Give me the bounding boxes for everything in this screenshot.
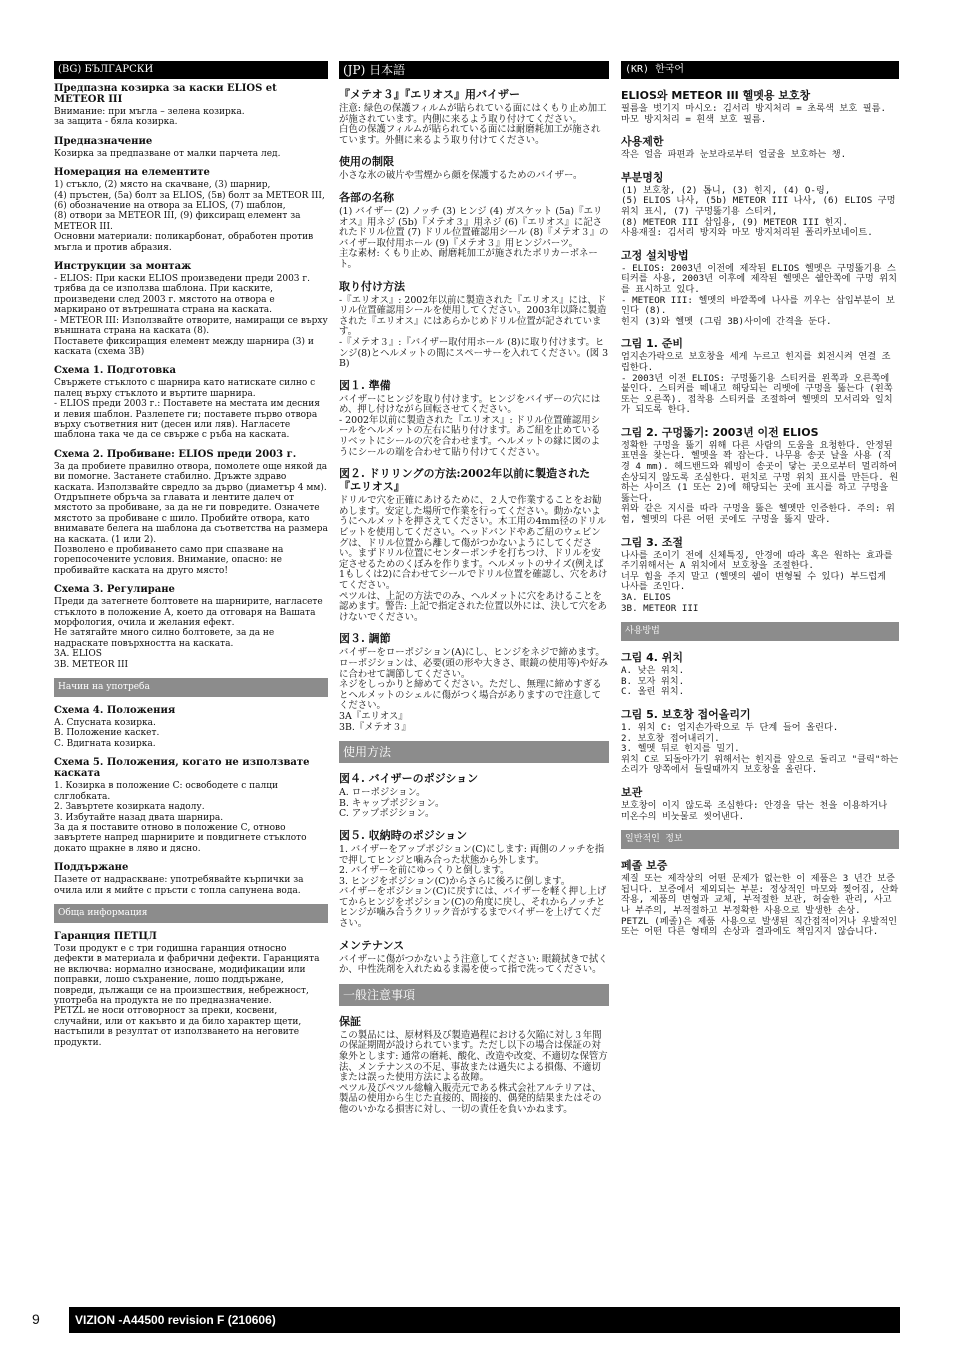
text-bg-care: Пазете от надраскване: употребявайте кърпички за очила или я мийте с пръсти с топла сапунена вода. (54, 875, 304, 896)
heading-kr-f2: 그림 2. 구멍뚫기: 2003년 이전 ELIOS (621, 425, 819, 439)
heading-bg-s3: Схема 3. Регулиране (54, 584, 175, 596)
page-number: 9 (32, 1311, 40, 1327)
heading-jp-install: 取り付け方法 (339, 279, 405, 293)
subbar-bg-usage: Начин на употреба (54, 678, 328, 697)
text-kr-f4: A. 낮은 위치. B. 모자 위치. C. 올린 위치. (621, 665, 685, 698)
text-kr-warranty: 제질 또는 제작상의 어떤 문제가 없는한 이 제품은 3 년간 보증됩니다. 보증에서 제외되는 부분: 정상적인 마모와 찢어짐, 산화작용, 제품의 변형과 교체, 부적절한 보관, 허술한 관리, 사고나 부주의, 부적절하고 부정확한 사용으로 발생한 손상. PETZL (페졸)은 제품 사용으로 발생된 직간접적이거나 우발적인 또는 어떤 다른 형태의 손상과 결과에도 책임지지 않습니다. (621, 873, 899, 938)
text-bg-install: - ELIOS: При каски ELIOS произведени преди 2003 г. трябва да се използва шаблона. При каските, произведени след 2003 г. мястото на отвора е маркирано от вътрешната страна на каската. - METEOR III: Използвайте отворите, намиращи се върху външната страна на каската (8). Поставете фиксиращия елемент между шарнира (3) и каската (схема 3В) (54, 274, 328, 357)
title-jp: 『メテオ３』『エリオス』用バイザー (339, 88, 521, 101)
heading-bg-purpose: Предназначение (54, 135, 153, 147)
text-kr-f2: 정확한 구멍을 뚫기 위해 다른 사람의 도움을 요청한다. 안정된 표면을 찾는다. 헬멧을 꽉 잡는다. 나무용 송곳 날을 사용 (직경 4 mm). 헤드밴드와 웨빙이 송곳이 닿는 곳으로부터 멀리하여 손상되지 않도록 조심한다. 펀치로 구멍 위치 표시를 만든다. 원하는 사이즈 (1 또는 2)에 해당되는 곳에 표시를 하고 구멍을 뚫는다. 위와 같은 지시를 따라 구멍을 뚫은 헬멧만 인증한다. 주의: 위험, 헬멧의 다른 어떤 곳에도 구멍을 뚫지 말라. (621, 439, 899, 526)
column-japanese (339, 61, 609, 1116)
text-jp-f5: 1. バイザーをアップポジション(C)にします: 両側のノッチを指で押してヒンジと噛み合った状態から外します。 2. バイザーを前にゆっくりと倒します。 3. ヒンジをポジション(C)からさらに後ろに倒します。 バイザーをポジション(C)に戻すには、バイザーを軽く押し上げてからヒンジをポジション(C)の角度に戻し、それからノッチとヒンジが噛み合うクリック音がするまでバイザーを上げてください。 (339, 843, 607, 930)
text-jp-warranty: この製品には、原材料及び製造過程における欠陥に対し３年間の保証期間が設けられています。ただし以下の場合は保証の対象外とします: 通常の磨耗、酸化、改造や改変、不適切な保管方法、メンテナンスの不足、事故または過失による損傷、不適切または誤った使用方法による故障。 ペツル及びペツル総輸入販売元である株式会社アルテリアは、製品の使用から生じた直接的、間接的、偶発的結果またはその他のいかなる損害に対し、一切の責任を負いかねます。 (339, 1029, 608, 1115)
text-bg-s5: 1. Козирка в положение С: освободете с палци слглобката. 2. Завъртете козирката надолу. 3. Избутайте назад двата шарнира. За да я поставите отново в положение С, отново завъртете напред шарнирите и повдигнете стъклото докато щракне в ляво и дясно. (54, 781, 307, 854)
heading-bg-s2: Схема 2. Пробиване: ELIOS преди 2003 г. (54, 448, 297, 460)
section-bar-kr: (KR) 한국어 (621, 61, 899, 79)
text-kr-f5: 1. 위치 C: 엄지손가락으로 두 단계 들어 올린다. 2. 보호창 접어내리기. 3. 헬멧 뒤로 힌지를 밀기. 위치 C로 되돌아가기 위해서는 힌지를 앞으로 돌리고 "클릭"하는 소리가 양쪽에서 들릴때까지 보호창을 올린다. (621, 721, 899, 776)
text-jp-parts: (1) バイザー (2) ノッチ (3) ヒンジ (4) ガスケット (5a)『エリオス』用ネジ (5b)『メテオ３』用ネジ (6)『エリオス』に記されたドリル位置 (7) ドリル位置確認用シール (8)『メテオ３』のバイザー取付用ホール (9)『メテオ３』用ヒンジパーツ。 主な素材: くもり止め、耐磨耗加工が施されたポリカーボネート。 (339, 205, 609, 270)
heading-bg-care: Поддържане (54, 862, 129, 874)
heading-jp-limit: 使用の制限 (339, 155, 394, 169)
subbar-kr-general: 일반적인 정보 (621, 830, 899, 849)
subbar-jp-usage: 使用方法 (339, 741, 609, 763)
heading-kr-parts: 부분명칭 (621, 170, 664, 184)
heading-jp-warranty: 保証 (339, 1014, 361, 1028)
heading-kr-warranty: 페졸 보증 (621, 859, 668, 873)
heading-bg-s4: Схема 4. Положения (54, 705, 176, 717)
heading-bg-install: Инструкции за монтаж (54, 261, 192, 273)
text-kr-install: - ELIOS: 2003년 이전에 제작된 ELIOS 헬멧은 구멍뚫기용 스티커를 사용, 2003년 이후에 제작된 헬멧은 쉘안쪽에 구멍 위치를 표시하고 있다. - METEOR III: 헬멧의 바깥쪽에 나사를 끼우는 삽입부분이 보인다 (8). 힌지 (3)와 헬멧 (그림 3B)사이에 간격을 둔다. (621, 262, 898, 327)
text-bg-purpose: Козирка за предпазване от малки парчета лед. (54, 148, 281, 159)
text-jp-install: -『エリオス』: 2002年以前に製造された『エリオス』には、ドリル位置確認用シールを使用してください。2003年以降に製造された『エリオス』にはあらかじめドリル位置が記されています。 -『メテオ３』:『バイザー取付用ホール (8)に取り付けます。ヒンジ(8)とヘルメットの間にスペーサーを入れてください。(図 3 B) (339, 294, 609, 370)
text-jp-f2: ドリルで穴を正確にあけるために、２人で作業することをお勧めします。安定した場所で作業を行ってください。動かないようにヘルメットを押さえてください。木工用の4mm径のドリルビットを使用してください。ヘッドバンドやあご紐のウェビングは、ドリル位置から離して傷がつかないようにしてください。まずドリル位置にセンターポンチを打ちつけ、ドリルを安定させるためのくぼみを作ります。ヘルメットのサイズ(例えば1もしくは2)に合わせてシールでドリル位置を確認し、穴をあけてください。 ペツルは、上記の方法でのみ、ヘルメットに穴をあけることを認めます。警告: 上記で指定された位置以外には、決して穴をあけないでください。 (339, 495, 608, 623)
text-kr-f1: 엄지손가락으로 보호창을 세게 누르고 힌지를 회전시켜 연결 조립한다. - 2003년 이전 ELIOS: 구멍뚫기용 스티커를 왼쪽과 오른쪽에 붙인다. 스티커를 떼내고 해당되는 리벳에 구멍을 뚫는다 (왼쪽 또는 오른쪽). 접착용 스티커를 조절하여 헬멧의 모서리와 일치가 되도록 한다. (621, 351, 893, 416)
heading-kr-care: 보관 (621, 785, 643, 799)
text-bg-s1: Свържете стъклото с шарнира като натискате силно с палец върху стъклото и въртите шарнира. - ELIOS преди 2003 г.: Поставете на местата им десния и левия шаблон. Разлепете ги; поставете първо отвора върху съответния нит (десен или ляв). Нагласете шаблона така че да се свърже с ръба на каската. (54, 378, 320, 441)
text-jp-limit: 小さな氷の破片や雪煙から顔を保護するためのバイザー。 (339, 170, 583, 182)
heading-jp-parts: 各部の名称 (339, 190, 394, 204)
text-kr-care: 보호창이 이지 않도록 조심한다: 안경을 닦는 천을 이용하거나 미온수의 비눗물로 씻어낸다. (621, 799, 888, 822)
section-bar-bg: (BG) БЪЛГАРСКИ (54, 61, 328, 79)
heading-jp-f3: 図３. 調節 (339, 632, 391, 646)
heading-kr-f3: 그림 3. 조절 (621, 535, 683, 549)
section-bar-jp: (JP) 日本語 (339, 61, 609, 79)
text-jp-care: バイザーに傷がつかないよう注意してください: 眼鏡拭きで拭くか、中性洗剤を入れたぬるま湯を使って指で洗ってください。 (339, 953, 608, 976)
text-jp-f4: A. ローポジション。 B. キャップポジション。 C. アップポジション。 (339, 787, 445, 820)
heading-bg-s5: Схема 5. Положения, когато не използвате каската (54, 757, 310, 780)
text-bg-s3: Преди да затегнете болтовете на шарнирите, нагласете стъклото в положение А, което да отговаря на Вашата морфология, очила и желания ефект. Не затягайте много силно болтовете, за да не надраскате повърхността на каската. 3А. ELIOS 3В. METEOR III (54, 597, 323, 670)
text-bg-s4: А. Спусната козирка. В. Положение каскет. С. Вдигната козирка. (54, 718, 160, 749)
heading-bg-s1: Схема 1. Подготовка (54, 365, 176, 377)
intro-kr: 필름을 벗기지 마시오: 김서리 방지처리 = 초록색 보호 필름. 마모 방지처리 = 흰색 보호 필름. (621, 103, 886, 125)
heading-jp-care: メンテナンス (339, 938, 405, 952)
text-bg-parts: 1) стъкло, (2) място на скачване, (3) шарнир, (4) пръстен, (5а) болт за ELIOS, (5в) болт за METEOR III, (6) обозначение на отвора за ELIOS, (7) шаблон, (8) отвори за METEOR III, (9) фиксиращ елемент за METEOR III. Основни материали: поликарбонат, обработен против мъгла и против абразия. (54, 180, 325, 253)
text-bg-warranty: Този продукт е с три годишна гаранция относно дефекти в материала и фабрични дефекти. Гаранцията не включва: нормално износване, модификации или поправки, лошо съхранение, лошо поддържане, повреди, дължащи се на произшествия, небрежност, употреба на продукта не по предназначение. PETZL не носи отговорност за преки, косвени, случайни, или от какъвто и да било характер щети, настъпили в резултат от използването на неговите продукти. (54, 943, 320, 1048)
intro-bg: Внимание: при мъгла – зелена козирка. за защита - бяла козирка. (54, 107, 245, 128)
heading-jp-f1: 図１. 準備 (339, 378, 391, 392)
page-footer (32, 1307, 900, 1333)
subbar-jp-general: 一般注意事項 (339, 984, 609, 1006)
intro-jp: 注意: 緑色の保護フィルムが貼られている面にはくもり止め加工が施されています。内側に来るよう取り付けてください。 白色の保護フィルムが貼られている面には耐磨耗加工が施されています。外側に来るよう取り付けてください。 (339, 103, 607, 146)
title-kr: ELIOS와 METEOR III 헬멧용 보호창 (621, 89, 811, 102)
column-korean (621, 61, 899, 938)
heading-jp-f4: 図４. バイザーのポジション (339, 772, 479, 786)
heading-kr-f1: 그림 1. 준비 (621, 337, 683, 351)
heading-bg-warranty: Гаранция ПЕТЦЛ (54, 930, 157, 942)
text-jp-f3: バイザーをローポジション(A)にし、ヒンジをネジで締めます。ローポジションは、必要(頭の形や大きさ、眼鏡の使用等)や好みに合わせて調節してください。 ネジをしっかりと締めてください。ただし、無理に締めすぎるとヘルメットのシェルに傷がつく場合がありますので注意してください。 3A『エリオス』 3B.『メテオ３』 (339, 647, 609, 733)
subbar-bg-general: Обща информация (54, 904, 328, 923)
subbar-kr-usage: 사용방법 (621, 622, 899, 641)
heading-bg-parts: Номерация на елементите (54, 167, 210, 179)
heading-kr-limit: 사용제한 (621, 135, 664, 149)
text-jp-f1: バイザーにヒンジを取り付けます。ヒンジをバイザーの穴にはめ、押し付けながら回転させてください。 - 2002年以前に製造された『エリオス』: ドリル位置確認用シールをヘルメットの左右に貼り付けます。あご紐を止めているリベットにシールの穴を合わせます。ヘルメットの縁に図のようにシールの端を合わせて貼り付けてください。 (339, 393, 601, 458)
title-bg: Предпазна козирка за каски ELIOS et METEOR III (54, 83, 277, 105)
text-kr-parts: (1) 보호창, (2) 톱니, (3) 힌지, (4) O-링, (5) ELIOS 나사, (5b) METEOR III 나사, (6) ELIOS 구멍 위치 표시, (7) 구멍뚫기용 스티커, (8) METEOR III 삽입용, (9) METEOR III 힌지. 사용재질: 김서리 방지와 마모 방지처리된 폴리카보네이트. (621, 184, 896, 239)
text-bg-s2: За да пробиете правилно отвора, помолете още някой да ви помогне. Застанете стабилно. Дръжте здраво каската. Използвайте свредло за дърво (диаметър 4 мм). Отдръпнете обръча за главата и лентите далеч от мястото за пробиване, за да не ги повредите. Означете мястото за пробиване с шило. Пробийте отвора, като внимавате белега на шаблона да съответства на размера на каската. (1 или 2). Позволено е пробиването само при спазване на горепосочените условия. Внимание, опасно: не пробивайте каската на друго място! (54, 461, 328, 576)
heading-kr-f5: 그림 5. 보호창 접어올리기 (621, 707, 751, 721)
heading-jp-f2: 図２. ドリリングの方法:2002年以前に製造された『エリオス』 (339, 467, 591, 494)
text-kr-limit: 작은 얼음 파편과 눈보라로부터 얼굴을 보호하는 챙. (621, 149, 847, 161)
heading-kr-f4: 그림 4. 위치 (621, 651, 683, 665)
column-bulgarian (54, 61, 328, 1048)
text-kr-f3: 나사를 조이기 전에 신체특징, 안경에 따라 혹은 원하는 효과를 주기위해서는 A 위치에서 보호창을 조절한다. 너무 힘을 주지 말고 (헬멧의 쉘이 변형될 수 있다) 부드럽게 나사를 조인다. 3A. ELIOS 3B. METEOR III (621, 549, 893, 614)
document-reference: VIZION -A44500 revision F (210606) (69, 1307, 900, 1333)
heading-jp-f5: 図５. 収納時のポジション (339, 828, 468, 842)
heading-kr-install: 고정 설치방법 (621, 248, 689, 262)
